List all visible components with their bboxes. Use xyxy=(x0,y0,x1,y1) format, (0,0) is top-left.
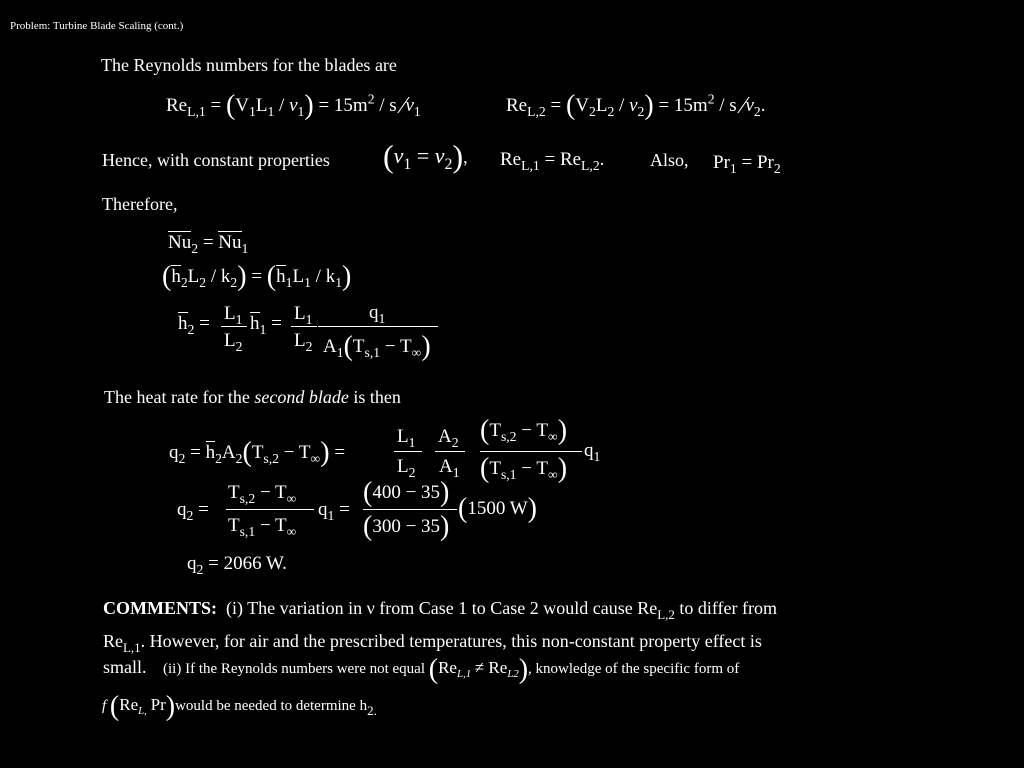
q2-result: $q_2 = 2066$ W. xyxy=(187,553,287,578)
nu-equation: $Nu_2 = Nu_1$ xyxy=(168,232,249,257)
hence-text: Hence, with constant properties xyxy=(102,150,330,170)
therefore-text: Therefore, xyxy=(102,194,178,214)
pr-equal-equation: $Pr_1 = Pr_2$ xyxy=(713,152,781,177)
heat-rate-intro: The heat rate for the second blade is then xyxy=(104,387,401,407)
also-text: Also, xyxy=(650,150,689,170)
nu-equal-equation: $(\nu_1 = \nu_2)$, xyxy=(383,138,468,174)
comments-line-1: COMMENTS: (i) The variation in ν from Case 1 to Case 2 would cause $Re_{L,2}$ to differ from xyxy=(103,598,777,622)
re1-equation: $Re_{L,1} = (V_1L_1 / \nu_1) = 15m^2 / s$ $⁄\nu_1$ xyxy=(166,90,421,121)
re2-equation: $Re_{L,2} = (V_2L_2 / \nu_2) = 15m^2 / s$ $⁄\nu_2$. xyxy=(506,90,766,121)
slide-header: Problem: Turbine Blade Scaling (cont.) xyxy=(10,20,184,32)
intro-text: The Reynolds numbers for the blades are xyxy=(101,55,397,75)
comments-line-4: f ($Re_{L,}$ Pr)would be needed to determine $h_{2.}$ xyxy=(102,691,377,722)
hlk-equation: $(h_2L_2 / k_2) = (h_1L_1 / k_1)$ xyxy=(162,261,352,292)
comments-line-3b: (ii) If the Reynolds numbers were not equal $(Re_{L,1} \ne Re_{L2})$, knowledge of the specific form of xyxy=(163,654,740,685)
re-equal-equation: $Re_{L,1} = Re_{L,2}$. xyxy=(500,149,605,174)
comments-line-2: $Re_{L,1}$. However, for air and the prescribed temperatures, this non-constant property effect is xyxy=(103,631,762,655)
comments-line-3: small. xyxy=(103,657,147,677)
